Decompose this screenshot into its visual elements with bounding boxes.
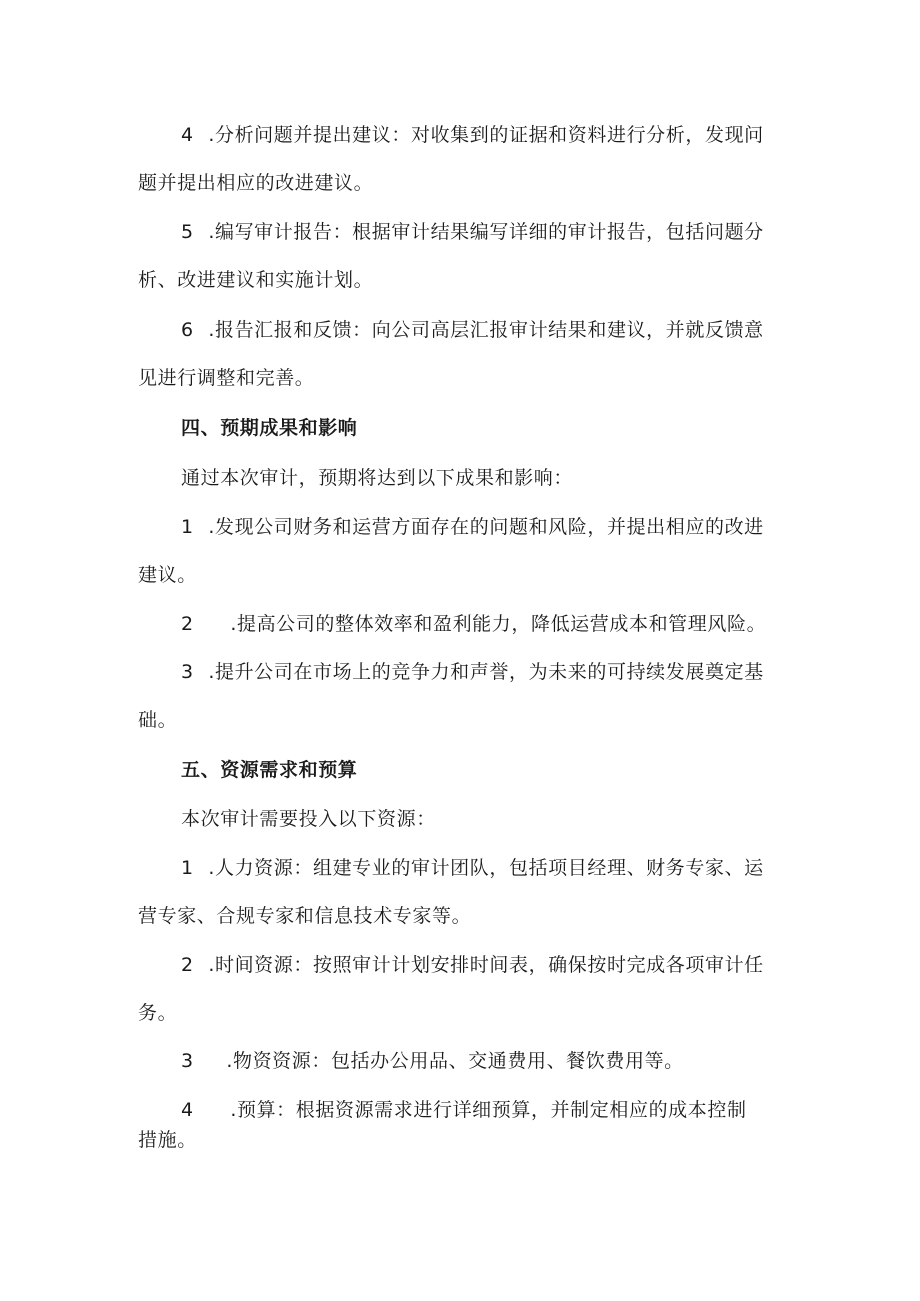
item-continuation: 题并提出相应的改进建议。 [138,172,374,194]
item-number: 4 [181,124,194,146]
item-text: .发现公司财务和运营方面存在的问题和风险，并提出相应的改进 [208,516,764,538]
list-item-first-line [181,220,764,244]
list-item-first-line [181,318,764,342]
item-number: 6 [181,319,194,341]
item-number: 1 [181,857,194,879]
list-item-first-line [181,515,764,539]
list-item-first-line [181,1049,684,1073]
item-number: 3 [181,1050,194,1072]
item-continuation: 务。 [138,1002,178,1024]
item-text: .物资资源：包括办公用品、交通费用、餐饮费用等。 [226,1050,684,1072]
list-item-first-line [181,953,764,977]
item-number: 2 [181,954,194,976]
item-continuation: 见进行调整和完善。 [138,367,315,389]
list-item-first-line [181,660,764,684]
item-number: 3 [181,661,194,683]
section-heading: 五、资源需求和预算 [181,759,358,781]
list-item-first-line [181,856,764,880]
item-continuation: 析、改进建议和实施计划。 [138,269,374,291]
section-intro: 本次审计需要投入以下资源： [181,808,436,830]
item-number: 2 [181,613,194,635]
item-text: .时间资源：按照审计计划安排时间表，确保按时完成各项审计任 [208,954,764,976]
item-continuation: 建议。 [138,564,197,586]
section-intro: 通过本次审计，预期将达到以下成果和影响： [181,467,574,489]
item-text: .分析问题并提出建议：对收集到的证据和资料进行分析，发现问 [208,124,764,146]
item-text: .预算：根据资源需求进行详细预算，并制定相应的成本控制 [230,1099,747,1121]
item-continuation: 措施。 [138,1129,197,1151]
item-number: 5 [181,221,194,243]
item-text: .提高公司的整体效率和盈利能力，降低运营成本和管理风险。 [230,613,767,635]
list-item-first-line [181,123,764,147]
item-text: .人力资源：组建专业的审计团队，包括项目经理、财务专家、运 [208,857,764,879]
section-heading: 四、预期成果和影响 [181,417,358,439]
list-item-first-line [181,1098,747,1122]
list-item-first-line [181,612,766,636]
item-number: 4 [181,1099,194,1121]
item-text: .编写审计报告：根据审计结果编写详细的审计报告，包括问题分 [208,221,764,243]
item-text: .报告汇报和反馈：向公司高层汇报审计结果和建议，并就反馈意 [208,319,764,341]
item-continuation: 营专家、合规专家和信息技术专家等。 [138,905,472,927]
item-text: .提升公司在市场上的竞争力和声誉，为未来的可持续发展奠定基 [208,661,764,683]
item-continuation: 础。 [138,709,178,731]
item-number: 1 [181,516,194,538]
